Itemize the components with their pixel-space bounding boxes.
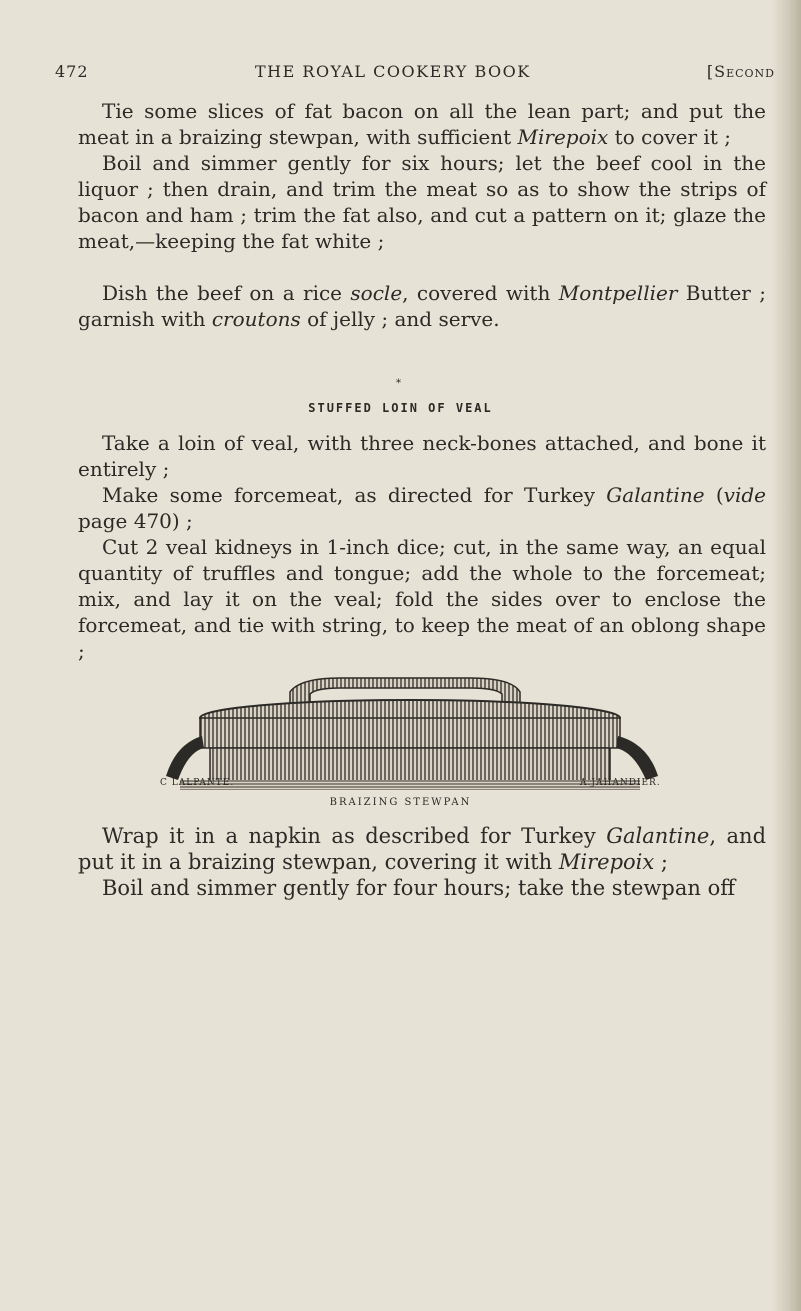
book-title: THE ROYAL COOKERY BOOK: [255, 62, 531, 81]
closing-paragraph-1: Wrap it in a napkin as described for Turkey Galantine, and put it in a braizing stewpan, covering it with Mirepoix ;: [78, 824, 767, 874]
part-label: [Second: [706, 62, 775, 81]
section-heading: STUFFED LOIN OF VEAL: [308, 401, 493, 415]
section-paragraph-2: Make some forcemeat, as directed for Turkey Galantine (vide page 470) ;: [78, 483, 766, 533]
intro-paragraph-2: Boil and simmer gently for six hours; let the beef cool in the liquor ; then drain, and trim the meat so as to show the strips of bacon and ham ; trim the fat also, and cut a pattern on it; glaze the meat,—keeping the fat white ;: [78, 151, 766, 253]
page-number: 472: [55, 62, 89, 81]
intro-paragraph-3: Dish the beef on a rice socle, covered with Montpellier Butter ; garnish with croutons of jelly ; and serve.: [78, 281, 766, 331]
braizing-stewpan-illustration: [140, 672, 680, 790]
intro-paragraph-1: Tie some slices of fat bacon on all the lean part; and put the meat in a braizing stewpan, with sufficient Mirepoix to cover it ;: [78, 99, 766, 149]
section-paragraph-1: Take a loin of veal, with three neck-bones attached, and bone it entirely ;: [78, 431, 766, 481]
page-edge: [771, 0, 801, 1311]
engraver-credit-right: A.JAHANDIER.: [580, 778, 661, 788]
ornament: *: [396, 378, 401, 389]
running-head: [55, 62, 775, 86]
section-paragraph-3: Cut 2 veal kidneys in 1-inch dice; cut, in the same way, an equal quantity of truffles and tongue; add the whole to the forcemeat; mix, and lay it on the veal; fold the sides over to enclose the forcemeat, and tie with string, to keep the meat of an oblong shape ;: [78, 535, 766, 663]
engraver-credit-left: C LALPANTE.: [160, 778, 235, 788]
stewpan-engraving: [140, 672, 680, 790]
closing-paragraph-2: Boil and simmer gently for four hours; take the stewpan off: [102, 876, 736, 900]
figure-caption: BRAIZING STEWPAN: [329, 797, 472, 808]
